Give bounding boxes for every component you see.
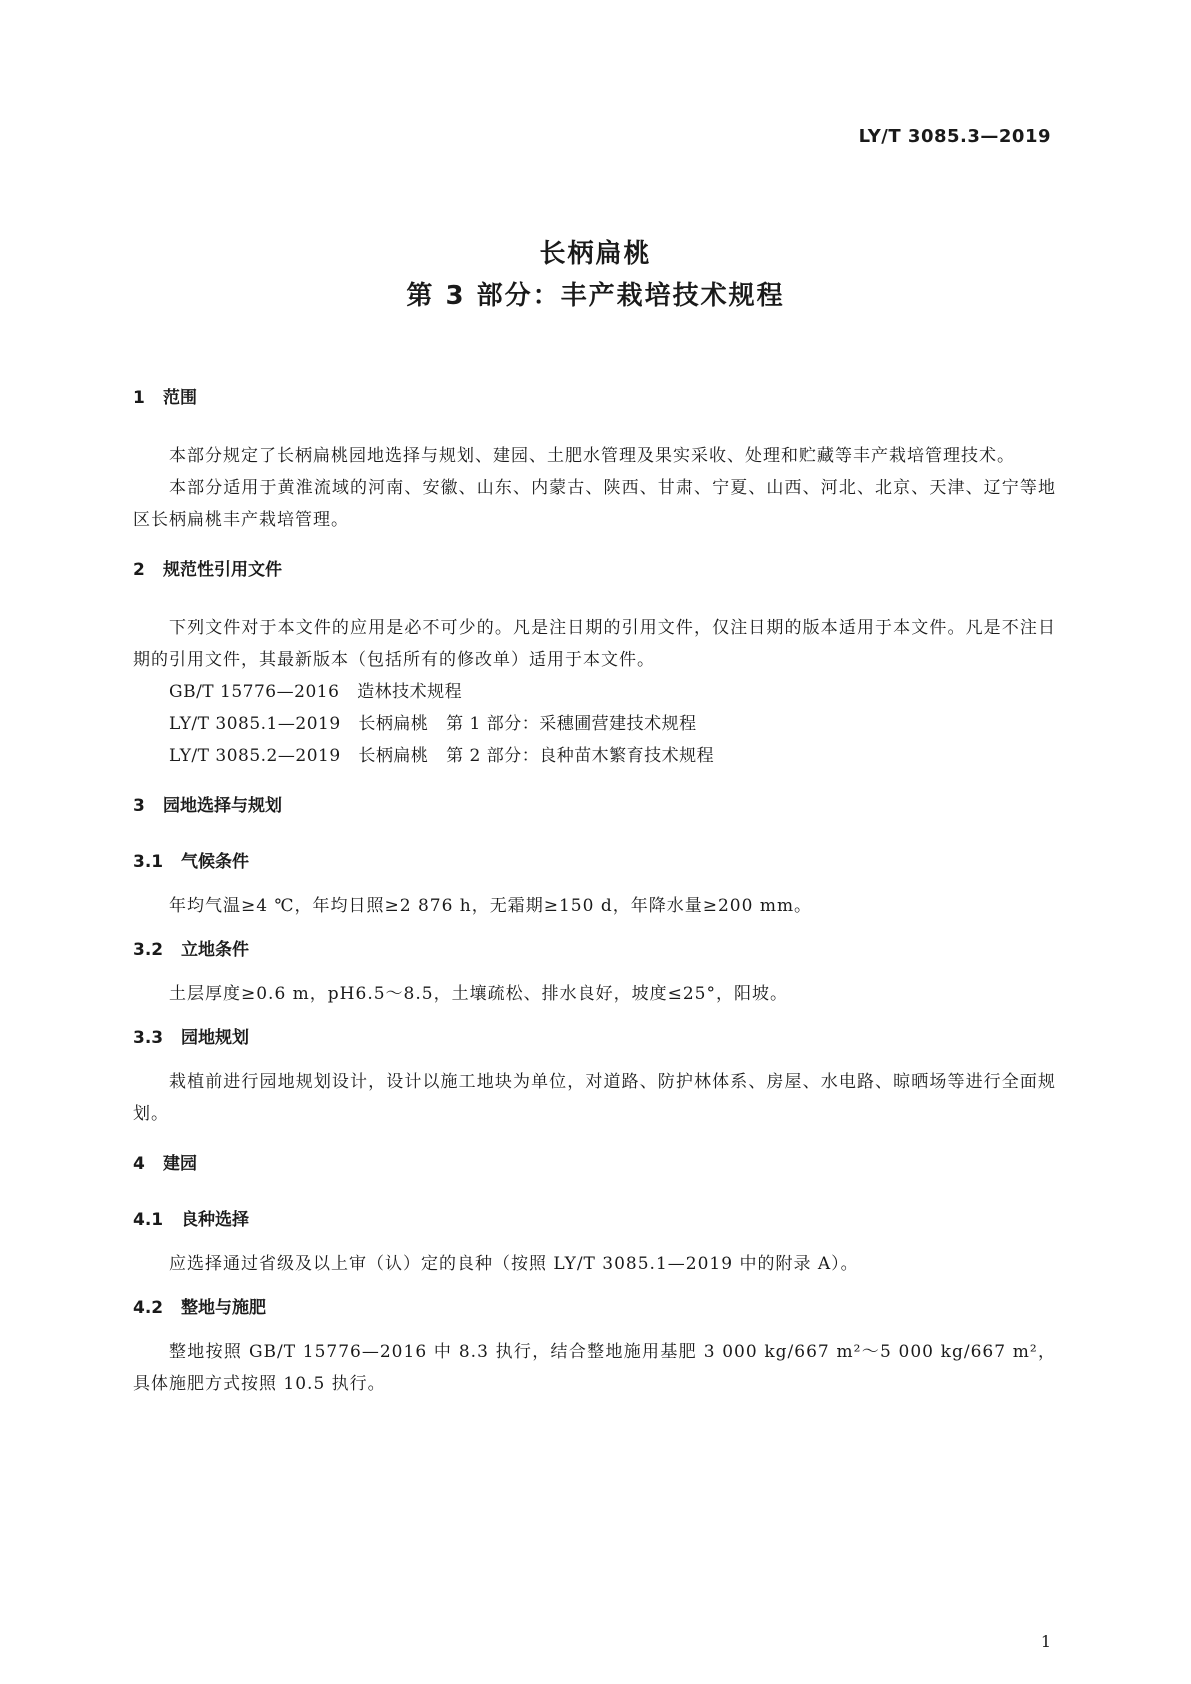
document-body	[133, 384, 1056, 1400]
section-number: 3.3	[133, 1028, 164, 1048]
paragraph: 本部分规定了长柄扁桃园地选择与规划、建园、土肥水管理及果实采收、处理和贮藏等丰产栽培管理技术。	[169, 446, 1015, 466]
section-number: 4	[133, 1154, 145, 1174]
subsection-heading-3-1	[133, 848, 1056, 876]
section-title: 整地与施肥	[181, 1298, 266, 1318]
document-title	[0, 233, 1191, 317]
section-title: 气候条件	[181, 852, 249, 872]
section-number: 2	[133, 560, 145, 580]
section-title: 范围	[163, 388, 197, 408]
section-heading-3	[133, 792, 1056, 820]
reference-item: GB/T 15776—2016 造林技术规程	[169, 682, 463, 702]
paragraph: 下列文件对于本文件的应用是必不可少的。凡是注日期的引用文件，仅注日期的版本适用于本文件。凡是不注日期的引用文件，其最新版本（包括所有的修改单）适用于本文件。	[133, 618, 1056, 670]
section-heading-2	[133, 556, 1056, 584]
section-title: 立地条件	[181, 940, 249, 960]
paragraph: 栽植前进行园地规划设计，设计以施工地块为单位，对道路、防护林体系、房屋、水电路、晾晒场等进行全面规划。	[133, 1072, 1056, 1124]
section-title: 建园	[163, 1154, 197, 1174]
reference-item: LY/T 3085.1—2019 长柄扁桃 第 1 部分：采穗圃营建技术规程	[169, 714, 697, 734]
subsection-heading-4-1	[133, 1206, 1056, 1234]
page-number: 1	[1040, 1632, 1051, 1651]
paragraph: 应选择通过省级及以上审（认）定的良种（按照 LY/T 3085.1—2019 中的附录 A）。	[169, 1254, 859, 1274]
section-number: 3	[133, 796, 145, 816]
paragraph: 整地按照 GB/T 15776—2016 中 8.3 执行，结合整地施用基肥 3 000 kg/667 m²～5 000 kg/667 m²，具体施肥方式按照 10.5 执行。	[133, 1342, 1056, 1394]
subsection-heading-3-2	[133, 936, 1056, 964]
section-number: 4.2	[133, 1298, 164, 1318]
title-line-2: 第 3 部分：丰产栽培技术规程	[406, 281, 785, 311]
reference-item: LY/T 3085.2—2019 长柄扁桃 第 2 部分：良种苗木繁育技术规程	[169, 746, 715, 766]
standard-code: LY/T 3085.3—2019	[858, 126, 1051, 147]
paragraph: 年均气温≥4 ℃，年均日照≥2 876 h，无霜期≥150 d，年降水量≥200 mm。	[169, 896, 813, 916]
section-title: 良种选择	[181, 1210, 249, 1230]
subsection-heading-3-3	[133, 1024, 1056, 1052]
section-title: 规范性引用文件	[163, 560, 282, 580]
section-number: 1	[133, 388, 145, 408]
section-heading-1	[133, 384, 1056, 412]
paragraph: 土层厚度≥0.6 m，pH6.5～8.5，土壤疏松、排水良好，坡度≤25°，阳坡。	[169, 984, 788, 1004]
section-title: 园地选择与规划	[163, 796, 282, 816]
subsection-heading-4-2	[133, 1294, 1056, 1322]
paragraph: 本部分适用于黄淮流域的河南、安徽、山东、内蒙古、陕西、甘肃、宁夏、山西、河北、北京、天津、辽宁等地区长柄扁桃丰产栽培管理。	[133, 478, 1056, 530]
section-number: 3.1	[133, 852, 164, 872]
section-title: 园地规划	[181, 1028, 249, 1048]
title-line-1: 长柄扁桃	[539, 239, 652, 269]
section-number: 4.1	[133, 1210, 164, 1230]
section-heading-4	[133, 1150, 1056, 1178]
section-number: 3.2	[133, 940, 164, 960]
